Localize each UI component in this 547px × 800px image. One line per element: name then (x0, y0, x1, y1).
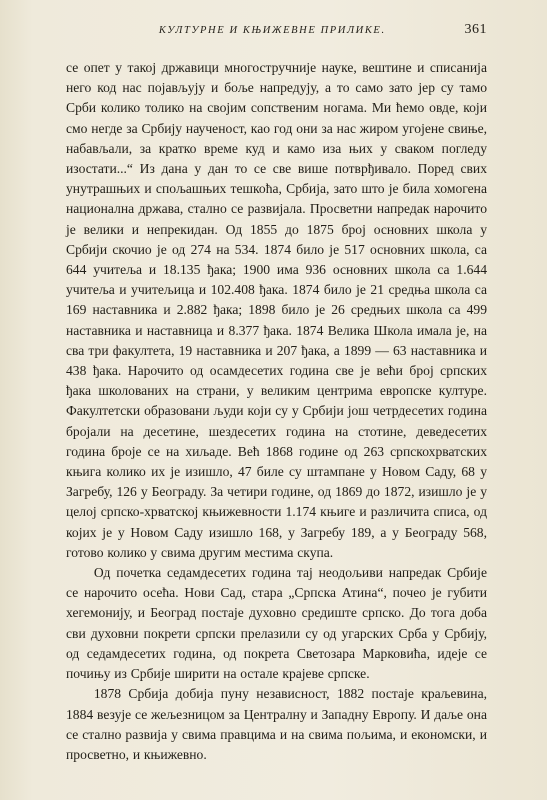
paragraph-3: 1878 Србија добија пуну независност, 1882 постаје краљевина, 1884 везује се жељезницом за Централну и Западну Европу. И даље она се стално развија у свима правцима и на свима пољима, и економски, и просветно, и књижевно. (66, 686, 487, 762)
paragraph-2: Од почетка седамдесетих година тај неодољиви напредак Србије се нарочито осећа. Нови Сад, стара „Српска Атина“, почео је губити хегемонију, и Београд постаје духовно средиште српско. До тога доба сви духовни покрети српски прелазили су од угарских Срба у Србију, од седамдесетих година, од покрета Светозара Марковића, идеје се почињу из Србије ширити на остале крајеве српске. (66, 565, 487, 682)
running-title: КУЛТУРНЕ И КЊИЖЕВНЕ ПРИЛИКЕ. (158, 25, 386, 36)
page-header (66, 22, 487, 44)
body-text (66, 58, 487, 765)
paragraph-1: се опет у такој државици многостручније науке, вештине и списанија него код нас појављују и боље напредују, а то само зато јер су тамо Срби колико толико на својим сопственим ногама. Ми ћемо овде, који смо негде за Србију наученост, као год они за нас жиром угојене свиње, набављали, за кратко време куд и камо иза њих у сваком погледу изостати...“ Из дана у дан то се све више потврђивало. Поред свих унутрашњих и спољашњих тешкоћа, Србија, зато што је била хомогена национална држава, стално се развијала. Просветни напредак нарочито је велики и непрекидан. Од 1855 до 1875 број основних школа у Србији скочио је од 274 на 534. 1874 било је 517 основних школа, са 644 учитеља и 18.135 ђака; 1900 има 936 основних школа са 1.644 учитеља и учитељица и 102.408 ђака. 1874 било је 21 средња школа са 169 наставника и 2.882 ђака; 1898 било је 26 средњих школа са 499 наставника и наставница и 8.377 ђака. 1874 Велика Школа имала је, на сва три факултета, 19 наставника и 207 ђака, а 1899 — 63 наставника и 438 ђака. Нарочито од осамдесетих година све је већи број српских ђака школованих на страни, у великим центрима европске културе. Факултетски образовани људи који су у Србији још четрдесетих година бројали на десетине, шездесетих година на стотине, деведесетих година броје се на хиљаде. Већ 1868 године од 263 српскохрватских књига колико их је изишло, 47 биле су штампане у Новом Саду, 68 у Загребу, 126 у Београду. За четири године, од 1869 до 1872, изишло је у целој српско-хрватској књижевности 1.174 књиге и различита списа, од којих је у Новом Саду изишло 168, у Загребу 189, а у Београду 568, готово колико у свима другим местима скупа. (66, 60, 487, 560)
page-number: 361 (464, 22, 487, 37)
